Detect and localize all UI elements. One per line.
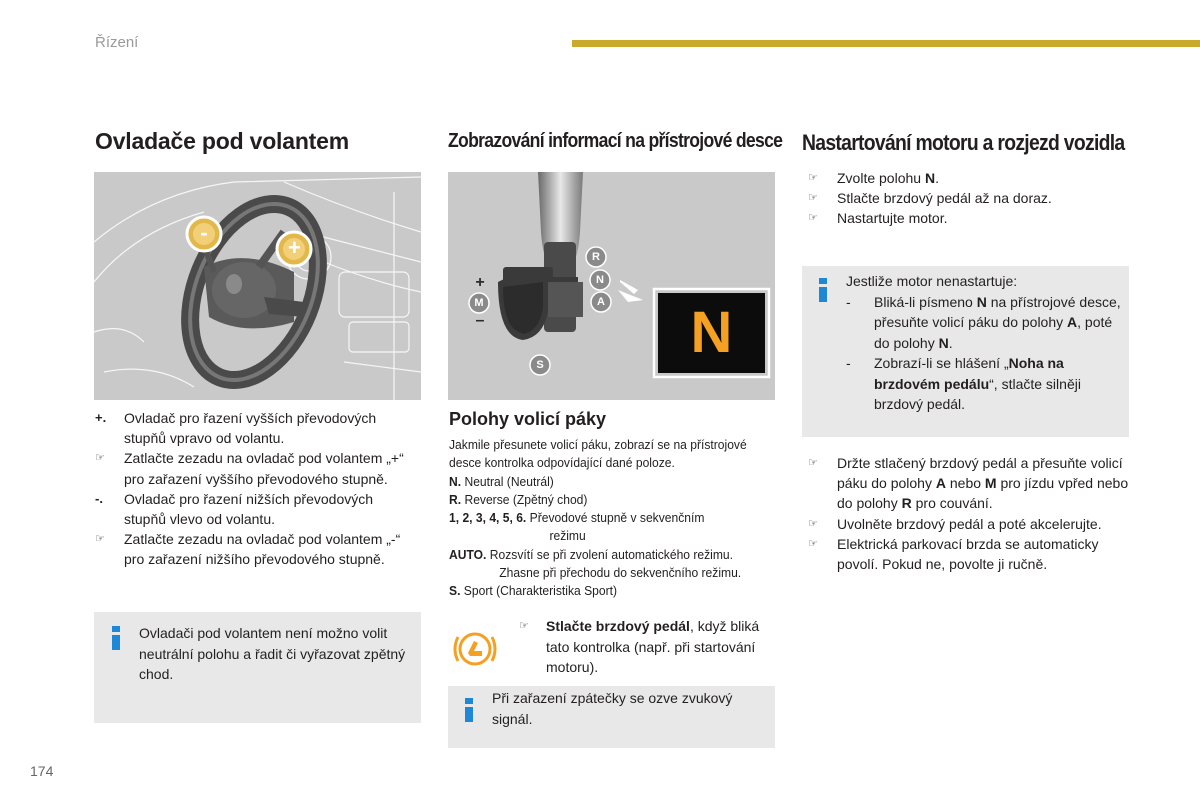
list-item: ☞ Zatlačte zezadu na ovladač pod volantem „+“ pro zařazení vyššího převodového stupně. [95,450,404,487]
pointing-hand-icon: ☞ [808,537,818,550]
page-number: 174 [30,763,54,779]
list-item: AUTO. Rozsvítí se při zvolení automatického režimu. [449,546,734,562]
gate-s-label: S [536,359,544,371]
brake-warning-icon [450,629,500,669]
col3-info-list [846,292,1121,415]
list-item: - Bliká-li písmeno N na přístrojové desce, přesuňte volicí páku do polohy A, poté do polohy N. [846,293,1121,351]
gate-minus-label: – [475,312,485,329]
gear-lever-illustration [448,172,775,400]
gate-r-label: R [592,251,600,263]
gate-m-label: M [474,297,484,309]
pointing-hand-icon: ☞ [519,620,529,632]
steering-wheel-illustration [94,172,421,400]
pointing-hand-icon: ☞ [808,517,818,530]
list-item: ☞ Stlačte brzdový pedál až na doraz. [808,188,1128,208]
list-item: ☞ Uvolněte brzdový pedál a poté akcelerujte. [808,514,1130,534]
bullet-marker: +. [95,410,107,425]
col2-info-box [448,686,775,748]
gate-a-label: A [597,296,605,308]
gear-position-list [449,436,779,601]
info-icon [465,698,473,722]
list-item: ☞ Nastartujte motor. [808,208,1128,228]
list-item: -. Ovladač pro řazení nižších převodových stupňů vlevo od volantu. [95,490,374,528]
col3-step-list [808,168,1128,229]
col2-info-text: Při zařazení zpátečky se ozve zvukový signál. [492,690,733,727]
col2-title: Zobrazování informací na přístrojové desce [448,130,783,152]
list-item: 1, 2, 3, 4, 5, 6. Převodové stupně v sekvenčním [449,510,705,526]
pointing-hand-icon: ☞ [95,533,105,546]
list-item: N. Neutral (Neutrál) [449,473,554,489]
col1-bullet-list [95,408,415,570]
steering-wheel-drawing [94,172,421,400]
list-item: ☞ Držte stlačený brzdový pedál a přesuňte volicí páku do polohy A nebo M pro jízdu vpřed nebo do polohy R pro couvání. [808,455,1129,512]
pointing-hand-icon: ☞ [808,172,818,184]
header-accent-bar [572,40,1200,47]
col2-subtitle: Polohy volicí páky [449,409,607,429]
gate-plus-label: + [475,274,485,291]
col3-title: Nastartování motoru a rozjezd vozidla [802,130,1125,155]
gear-display-letter: N [690,300,733,365]
pointing-hand-icon: ☞ [95,452,105,465]
list-item: +. Ovladač pro řazení vyšších převodových stupňů vpravo od volantu. [95,410,377,447]
col3-info-text: Jestliže motor nenastartuje: - Bliká-li písmeno N na přístrojové desce, přesuňte volicí páku do polohy A, poté do polohy N. - Zobrazí-li se hlášení „Noha na brzdovém pedálu“, stlačte silněji brzdový pedál. [846,271,1121,415]
list-item: R. Reverse (Zpětný chod) [449,491,588,507]
col3-step-list-2 [808,453,1130,574]
col1-info-box [94,612,421,723]
list-item: ☞ Zvolte polohu N. [808,168,1128,188]
brake-instruction: ☞ Stlačte brzdový pedál, když bliká tato kontrolka (např. při startování motoru). [519,618,760,675]
pointing-hand-icon: ☞ [808,212,818,225]
list-item: režimu [549,528,586,544]
gate-n-label: N [596,274,604,286]
pointing-hand-icon: ☞ [808,192,818,205]
col1-title: Ovladače pod volantem [95,128,349,154]
section-header: Řízení [95,34,139,51]
col1-info-text: Ovladači pod volantem není možno volit neutrální polohu a řadit či vyřazovat zpětný chod. [139,625,406,682]
list-item: - Zobrazí-li se hlášení „Noha na brzdovém pedálu“, stlačte silněji brzdový pedál. [846,355,1081,412]
plus-paddle-label: + [288,235,301,260]
col3-info-box [802,266,1129,437]
info-icon [819,278,827,302]
info-icon [112,626,120,650]
pointing-hand-icon: ☞ [808,457,818,469]
list-item: Zhasne při přechodu do sekvenčního režimu. [499,565,742,581]
bullet-marker: -. [95,490,103,506]
gear-intro: Jakmile přesunete volicí páku, zobrazí se na přístrojové desce kontrolka odpovídající dané poloze. [449,437,747,471]
minus-paddle-label: - [200,220,208,245]
list-item: ☞ Elektrická parkovací brzda se automaticky povolí. Pokud ne, povolte ji ručně. [808,535,1099,573]
list-item: S. Sport (Charakteristika Sport) [449,583,618,599]
list-item: ☞ Zatlačte zezadu na ovladač pod volantem „-“ pro zařazení nižšího převodového stupně. [95,531,401,568]
